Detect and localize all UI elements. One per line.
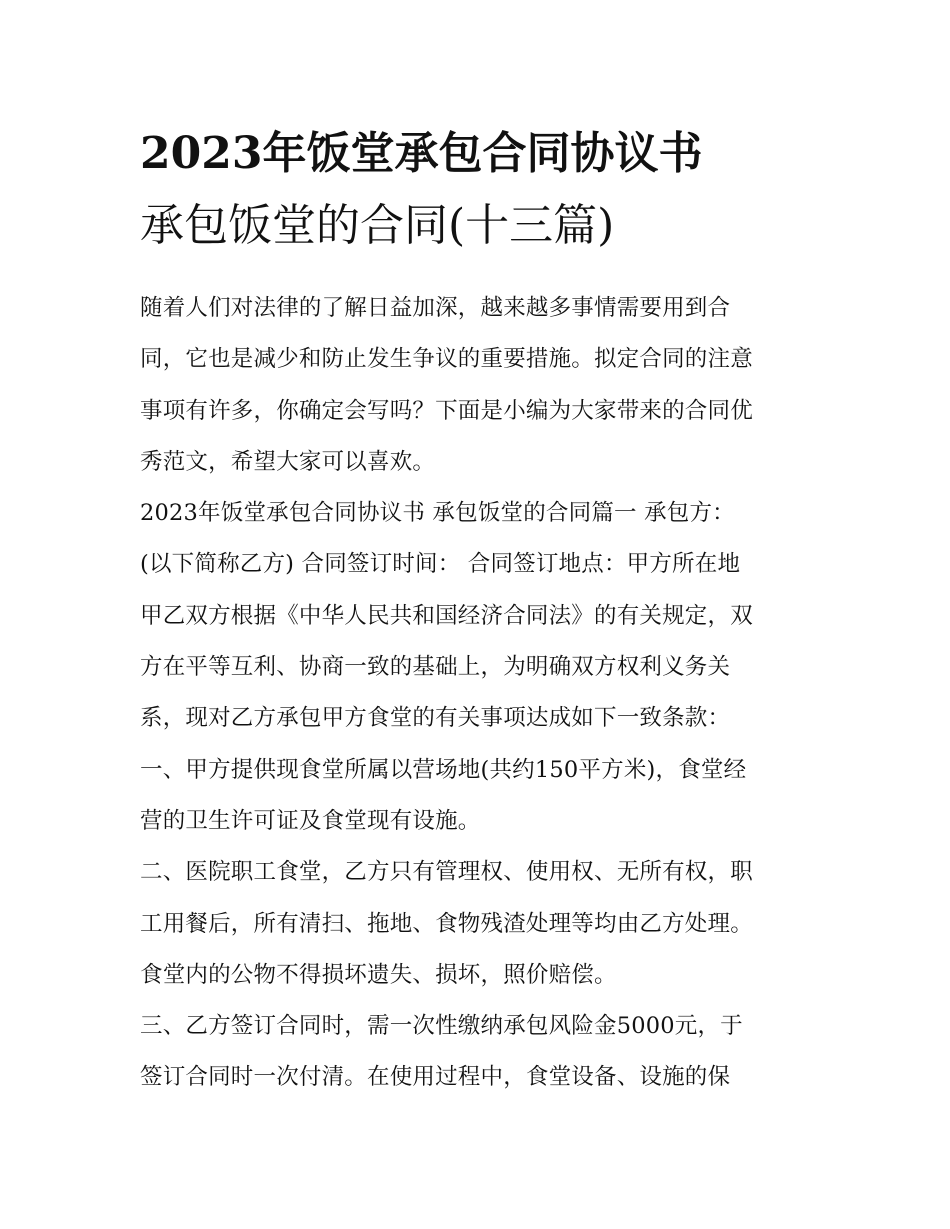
body-line: 事项有许多，你确定会写吗？下面是小编为大家带来的合同优 [140, 397, 753, 424]
document-body [140, 283, 820, 1104]
body-line: 系，现对乙方承包甲方食堂的有关事项达成如下一致条款： [140, 705, 731, 732]
document-title [140, 118, 820, 262]
body-line: 食堂内的公物不得损坏遗失、损坏，照价赔偿。 [140, 961, 617, 988]
title-line-1: 2023年饭堂承包合同协议书 [140, 128, 703, 179]
title-line-2: 承包饭堂的合同(十三篇) [140, 200, 615, 251]
body-line: 一、甲方提供现食堂所属以营场地(共约150平方米)，食堂经 [140, 756, 747, 783]
body-line: 甲乙双方根据《中华人民共和国经济合同法》的有关规定，双 [140, 602, 753, 629]
body-line: 方在平等互利、协商一致的基础上，为明确双方权利义务关 [140, 654, 731, 681]
body-line: 工用餐后，所有清扫、拖地、食物残渣处理等均由乙方处理。 [140, 910, 753, 937]
body-line: 二、医院职工食堂，乙方只有管理权、使用权、无所有权，职 [140, 859, 753, 886]
body-line: 签订合同时一次付清。在使用过程中，食堂设备、设施的保 [140, 1064, 731, 1091]
body-line: 随着人们对法律的了解日益加深，越来越多事情需要用到合 [140, 295, 731, 321]
body-line: 营的卫生许可证及食堂现有设施。 [140, 807, 481, 834]
body-line: 同，它也是减少和防止发生争议的重要措施。拟定合同的注意 [140, 346, 753, 373]
body-line: 三、乙方签订合同时，需一次性缴纳承包风险金5000元，于 [140, 1013, 743, 1040]
body-line: 秀范文，希望大家可以喜欢。 [140, 448, 436, 475]
body-line: (以下简称乙方) 合同签订时间： 合同签订地点：甲方所在地 [140, 551, 741, 578]
body-line: 2023年饭堂承包合同协议书 承包饭堂的合同篇一 承包方： [140, 500, 735, 527]
